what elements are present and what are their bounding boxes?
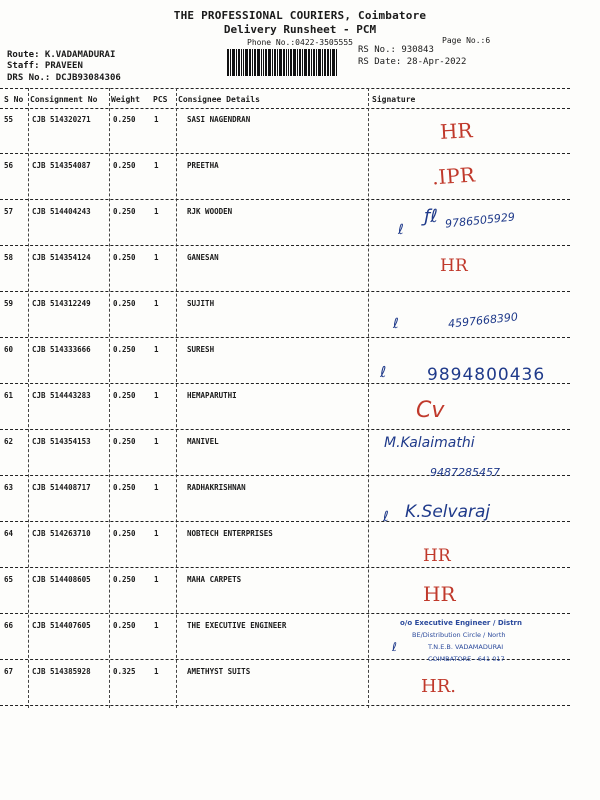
cell-consignee: GANESAN (187, 253, 219, 262)
barcode (227, 49, 355, 76)
route: Route: K.VADAMADURAI (7, 50, 116, 60)
cell-sno: 60 (4, 345, 14, 354)
table-row (0, 155, 570, 201)
col-header-pcs: PCS (153, 95, 168, 104)
page-number: Page No.:6 (442, 36, 491, 45)
cell-consignment-no: CJB 514320271 (32, 115, 91, 124)
cell-consignment-no: CJB 514263710 (32, 529, 91, 538)
cell-pcs: 1 (154, 391, 159, 400)
cell-weight: 0.250 (113, 299, 136, 308)
rs-number: RS No.: 930843 (358, 45, 434, 55)
cell-pcs: 1 (154, 575, 159, 584)
cell-sno: 66 (4, 621, 14, 630)
cell-consignment-no: CJB 514385928 (32, 667, 91, 676)
signature-mark-63: ℓ (383, 509, 389, 525)
cell-pcs: 1 (154, 115, 159, 124)
col-header-consignee: Consignee Details (178, 95, 260, 104)
cell-consignee: MANIVEL (187, 437, 219, 446)
table-row (0, 569, 570, 615)
cell-sno: 59 (4, 299, 14, 308)
cell-sno: 62 (4, 437, 14, 446)
signature-mark-59: ℓ (393, 316, 399, 332)
cell-pcs: 1 (154, 667, 159, 676)
row-separator (0, 567, 570, 568)
cell-weight: 0.250 (113, 345, 136, 354)
cell-consignment-no: CJB 514404243 (32, 207, 91, 216)
signature-65: HR (423, 582, 456, 606)
row-separator (0, 613, 570, 614)
cell-sno: 55 (4, 115, 14, 124)
cell-pcs: 1 (154, 253, 159, 262)
signature-57-scribble: ƒℓ (424, 206, 438, 227)
cell-consignment-no: CJB 514443283 (32, 391, 91, 400)
row-separator (0, 153, 570, 154)
col-header-sno: S No (4, 95, 24, 104)
cell-consignee: PREETHA (187, 161, 219, 170)
company-title: THE PROFESSIONAL COURIERS, Coimbatore (173, 9, 427, 22)
runsheet-subtitle: Delivery Runsheet - PCM (223, 23, 377, 36)
cell-consignment-no: CJB 514354153 (32, 437, 91, 446)
cell-weight: 0.250 (113, 437, 136, 446)
signature-60-phone: 9894800436 (427, 365, 546, 385)
cell-consignee: RJK WOODEN (187, 207, 233, 216)
staff: Staff: PRAVEEN (7, 61, 83, 71)
cell-pcs: 1 (154, 529, 159, 538)
cell-weight: 0.325 (113, 667, 136, 676)
signature-62-phone: 9487285457 (430, 466, 500, 479)
cell-sno: 63 (4, 483, 14, 492)
row-separator (0, 199, 570, 200)
signature-61: Cv (416, 398, 445, 423)
cell-consignee: THE EXECUTIVE ENGINEER (187, 621, 287, 630)
cell-consignee: AMETHYST SUITS (187, 667, 251, 676)
cell-pcs: 1 (154, 437, 159, 446)
stamp-line-2: BE/Distribution Circle / North (412, 631, 506, 639)
row-separator (0, 429, 570, 430)
cell-pcs: 1 (154, 161, 159, 170)
phone-number: Phone No.:0422-3505555 (247, 38, 353, 47)
signature-mark-66: ℓ (392, 640, 397, 654)
cell-sno: 67 (4, 667, 14, 676)
cell-pcs: 1 (154, 207, 159, 216)
stamp-line-1: o/o Executive Engineer / Distrn (400, 619, 522, 627)
signature-mark-57: ℓ (398, 222, 404, 238)
rs-date: RS Date: 28-Apr-2022 (358, 57, 467, 67)
cell-weight: 0.250 (113, 207, 136, 216)
col-header-signature: Signature (372, 95, 416, 104)
cell-weight: 0.250 (113, 253, 136, 262)
cell-weight: 0.250 (113, 621, 136, 630)
cell-consignee: SURESH (187, 345, 215, 354)
col-header-weight: Weight (111, 95, 140, 104)
col-header-consignment: Consignment No (30, 95, 98, 104)
cell-consignment-no: CJB 514354087 (32, 161, 91, 170)
signature-64: HR (423, 546, 451, 566)
cell-pcs: 1 (154, 345, 159, 354)
cell-consignee: NOBTECH ENTERPRISES (187, 529, 273, 538)
cell-pcs: 1 (154, 621, 159, 630)
row-separator (0, 245, 570, 246)
row-separator (0, 705, 570, 706)
cell-consignee: SASI NAGENDRAN (187, 115, 251, 124)
cell-consignment-no: CJB 514354124 (32, 253, 91, 262)
cell-weight: 0.250 (113, 483, 136, 492)
signature-55: HR (439, 118, 474, 144)
stamp-line-4: COIMBATORE - 641 017 (428, 655, 505, 663)
cell-consignment-no: CJB 514408605 (32, 575, 91, 584)
signature-mark-60: ℓ (380, 363, 387, 381)
cell-pcs: 1 (154, 483, 159, 492)
cell-consignee: MAHA CARPETS (187, 575, 242, 584)
cell-sno: 61 (4, 391, 14, 400)
table-row (0, 661, 570, 707)
signature-59-phone: 4597668390 (447, 310, 519, 331)
cell-sno: 56 (4, 161, 14, 170)
cell-sno: 65 (4, 575, 14, 584)
cell-consignment-no: CJB 514333666 (32, 345, 91, 354)
cell-weight: 0.250 (113, 391, 136, 400)
cell-consignee: SUJITH (187, 299, 215, 308)
cell-weight: 0.250 (113, 575, 136, 584)
signature-57-phone: 9786505929 (444, 210, 516, 231)
table-row (0, 109, 570, 155)
signature-63: K.Selvaraj (405, 502, 491, 522)
cell-sno: 57 (4, 207, 14, 216)
cell-consignment-no: CJB 514408717 (32, 483, 91, 492)
header-top-rule (0, 88, 570, 89)
table-row (0, 523, 570, 569)
table-row (0, 385, 570, 431)
cell-weight: 0.250 (113, 529, 136, 538)
table-row (0, 247, 570, 293)
cell-consignment-no: CJB 514312249 (32, 299, 91, 308)
cell-sno: 58 (4, 253, 14, 262)
cell-sno: 64 (4, 529, 14, 538)
drs-number: DRS No.: DCJB93084306 (7, 73, 121, 83)
stamp-line-3: T.N.E.B. VADAMADURAI (428, 643, 504, 651)
cell-pcs: 1 (154, 299, 159, 308)
cell-consignment-no: CJB 514407605 (32, 621, 91, 630)
signature-67: HR. (421, 676, 456, 697)
signature-58: HR (440, 256, 468, 276)
row-separator (0, 337, 570, 338)
signature-56: .IPR (431, 162, 476, 190)
cell-weight: 0.250 (113, 115, 136, 124)
row-separator (0, 291, 570, 292)
cell-weight: 0.250 (113, 161, 136, 170)
cell-consignee: HEMAPARUTHI (187, 391, 237, 400)
cell-consignee: RADHAKRISHNAN (187, 483, 246, 492)
signature-62: M.Kalaimathi (384, 435, 475, 451)
